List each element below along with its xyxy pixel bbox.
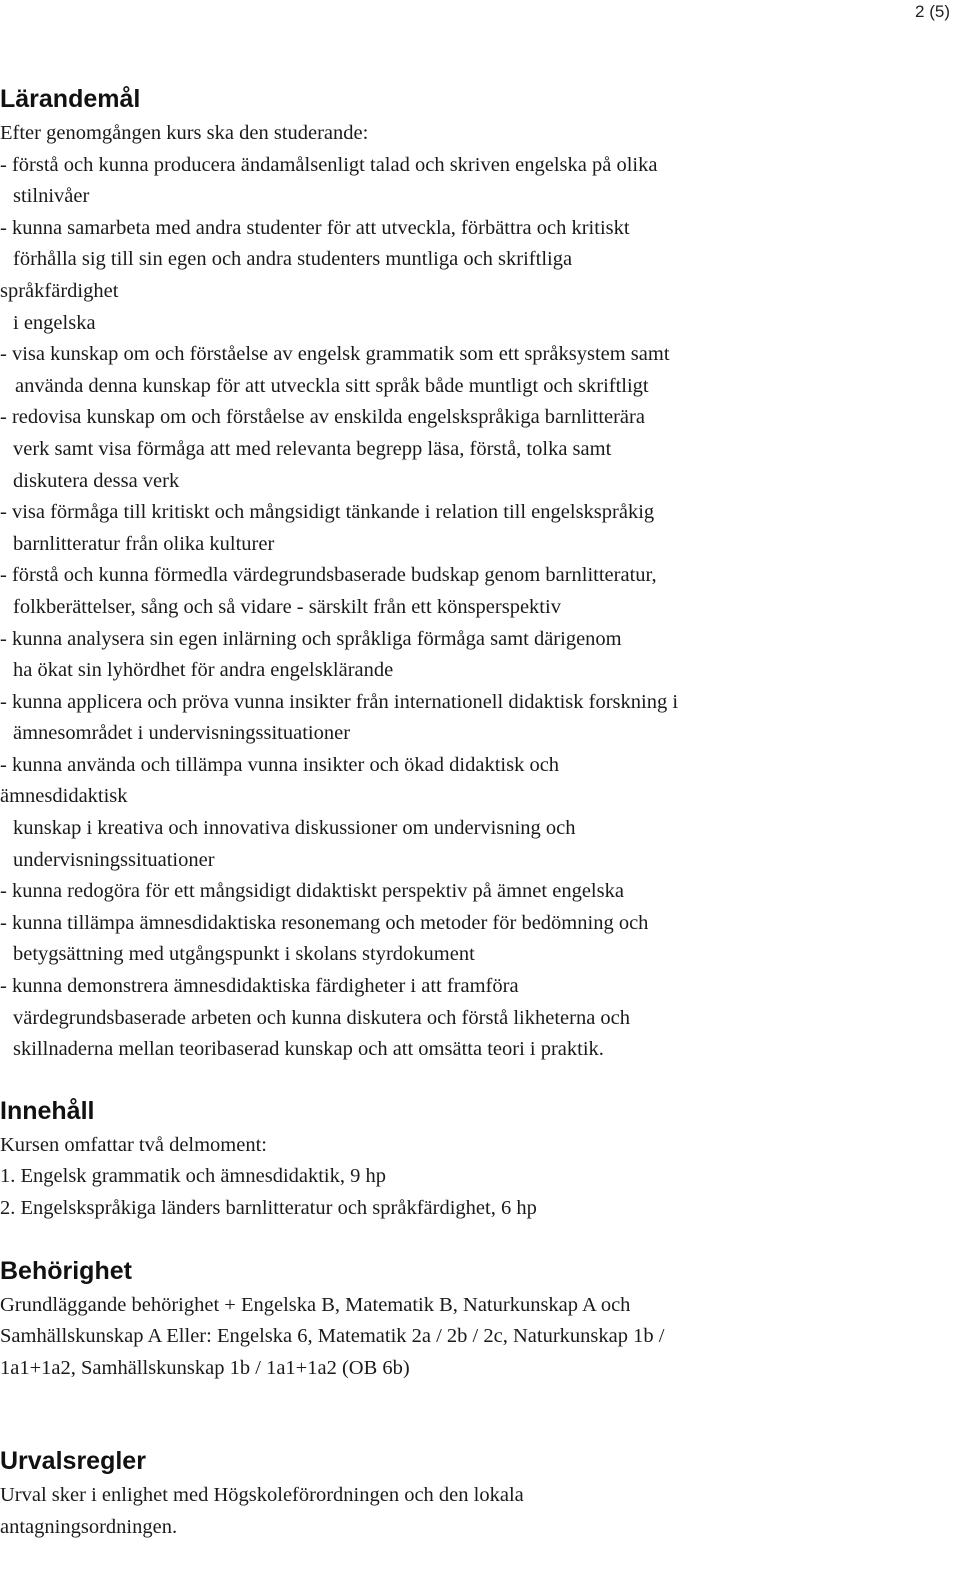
larandemal-line: - visa förmåga till kritiskt och mångsidigt tänkande i relation till engelskspråkig bbox=[0, 501, 655, 524]
behorighet-lines bbox=[0, 1290, 950, 1385]
larandemal-line: - kunna analysera sin egen inlärning och språkliga förmåga samt därigenom bbox=[0, 627, 622, 650]
larandemal-line: - kunna samarbeta med andra studenter för att utveckla, förbättra och kritiskt bbox=[0, 216, 630, 239]
larandemal-line: undervisningssituationer bbox=[13, 848, 215, 871]
larandemal-line: förhålla sig till sin egen och andra studenters muntliga och skriftliga bbox=[13, 248, 573, 271]
page-number: 2 (5) bbox=[915, 2, 950, 21]
larandemal-line: - förstå och kunna producera ändamålsenligt talad och skriven engelska på olika bbox=[0, 153, 658, 176]
larandemal-line: stilnivåer bbox=[13, 185, 90, 208]
larandemal-line: - kunna redogöra för ett mångsidigt didaktiskt perspektiv på ämnet engelska bbox=[0, 880, 624, 903]
section-innehall bbox=[0, 1092, 950, 1225]
larandemal-line: - kunna tillämpa ämnesdidaktiska resonemang och metoder för bedömning och bbox=[0, 911, 649, 934]
larandemal-line: ämnesdidaktisk bbox=[0, 785, 128, 808]
larandemal-line: - redovisa kunskap om och förståelse av enskilda engelskspråkiga barnlitterära bbox=[0, 406, 645, 429]
section-behorighet bbox=[0, 1252, 950, 1385]
behorighet-line: Samhällskunskap A Eller: Engelska 6, Matematik 2a / 2b / 2c, Naturkunskap 1b / bbox=[0, 1325, 665, 1348]
larandemal-line: använda denna kunskap för att utveckla sitt språk både muntligt och skriftligt bbox=[15, 374, 649, 397]
larandemal-line: ha ökat sin lyhördhet för andra engelsklärande bbox=[13, 659, 394, 682]
innehall-line: 1. Engelsk grammatik och ämnesdidaktik, 9 hp bbox=[0, 1165, 387, 1188]
urvalsregler-line: Urval sker i enlighet med Högskoleförordningen och den lokala bbox=[0, 1484, 524, 1507]
larandemal-lines bbox=[0, 118, 950, 1066]
larandemal-line: ämnesområdet i undervisningssituationer bbox=[13, 722, 351, 745]
urvalsregler-lines bbox=[0, 1480, 950, 1543]
larandemal-line: folkberättelser, sång och så vidare - särskilt från ett könsperspektiv bbox=[13, 595, 561, 618]
section-heading-behorighet: Behörighet bbox=[0, 1256, 132, 1285]
section-heading-urvalsregler: Urvalsregler bbox=[0, 1447, 146, 1476]
behorighet-line: 1a1+1a2, Samhällskunskap 1b / 1a1+1a2 (OB 6b) bbox=[0, 1356, 410, 1379]
larandemal-line: verk samt visa förmåga att med relevanta begrepp läsa, förstå, tolka samt bbox=[13, 437, 612, 460]
larandemal-line: - kunna applicera och pröva vunna insikter från internationell didaktisk forskning i bbox=[0, 690, 679, 713]
section-heading-innehall: Innehåll bbox=[0, 1096, 95, 1125]
document-body bbox=[0, 80, 950, 1544]
larandemal-line: i engelska bbox=[13, 311, 96, 334]
larandemal-line: värdegrundsbaserade arbeten och kunna diskutera och förstå likheterna och bbox=[13, 1006, 631, 1029]
larandemal-line: - kunna demonstrera ämnesdidaktiska färdigheter i att framföra bbox=[0, 975, 519, 998]
section-larandemal bbox=[0, 80, 950, 1066]
larandemal-line: språkfärdighet bbox=[0, 279, 119, 302]
section-heading-larandemal: Lärandemål bbox=[0, 85, 141, 113]
larandemal-line: kunskap i kreativa och innovativa diskussioner om undervisning och bbox=[13, 817, 576, 840]
larandemal-line: betygsättning med utgångspunkt i skolans styrdokument bbox=[13, 943, 475, 966]
larandemal-line: Efter genomgången kurs ska den studerande: bbox=[0, 122, 369, 144]
urvalsregler-line: antagningsordningen. bbox=[0, 1515, 178, 1538]
larandemal-line: - kunna använda och tillämpa vunna insikter och ökad didaktisk och bbox=[0, 753, 560, 776]
larandemal-line: - visa kunskap om och förståelse av engelsk grammatik som ett språksystem samt bbox=[0, 343, 670, 366]
innehall-line: 2. Engelskspråkiga länders barnlitteratur och språkfärdighet, 6 hp bbox=[0, 1197, 537, 1219]
larandemal-line: - förstå och kunna förmedla värdegrundsbaserade budskap genom barnlitteratur, bbox=[0, 564, 657, 587]
larandemal-line: diskutera dessa verk bbox=[13, 469, 180, 492]
behorighet-line: Grundläggande behörighet + Engelska B, Matematik B, Naturkunskap A och bbox=[0, 1293, 631, 1316]
larandemal-line: barnlitteratur från olika kulturer bbox=[13, 532, 275, 555]
innehall-line: Kursen omfattar två delmoment: bbox=[0, 1133, 267, 1156]
section-urvalsregler bbox=[0, 1442, 950, 1543]
innehall-lines bbox=[0, 1130, 950, 1225]
larandemal-line: skillnaderna mellan teoribaserad kunskap och att omsätta teori i praktik. bbox=[13, 1038, 604, 1061]
